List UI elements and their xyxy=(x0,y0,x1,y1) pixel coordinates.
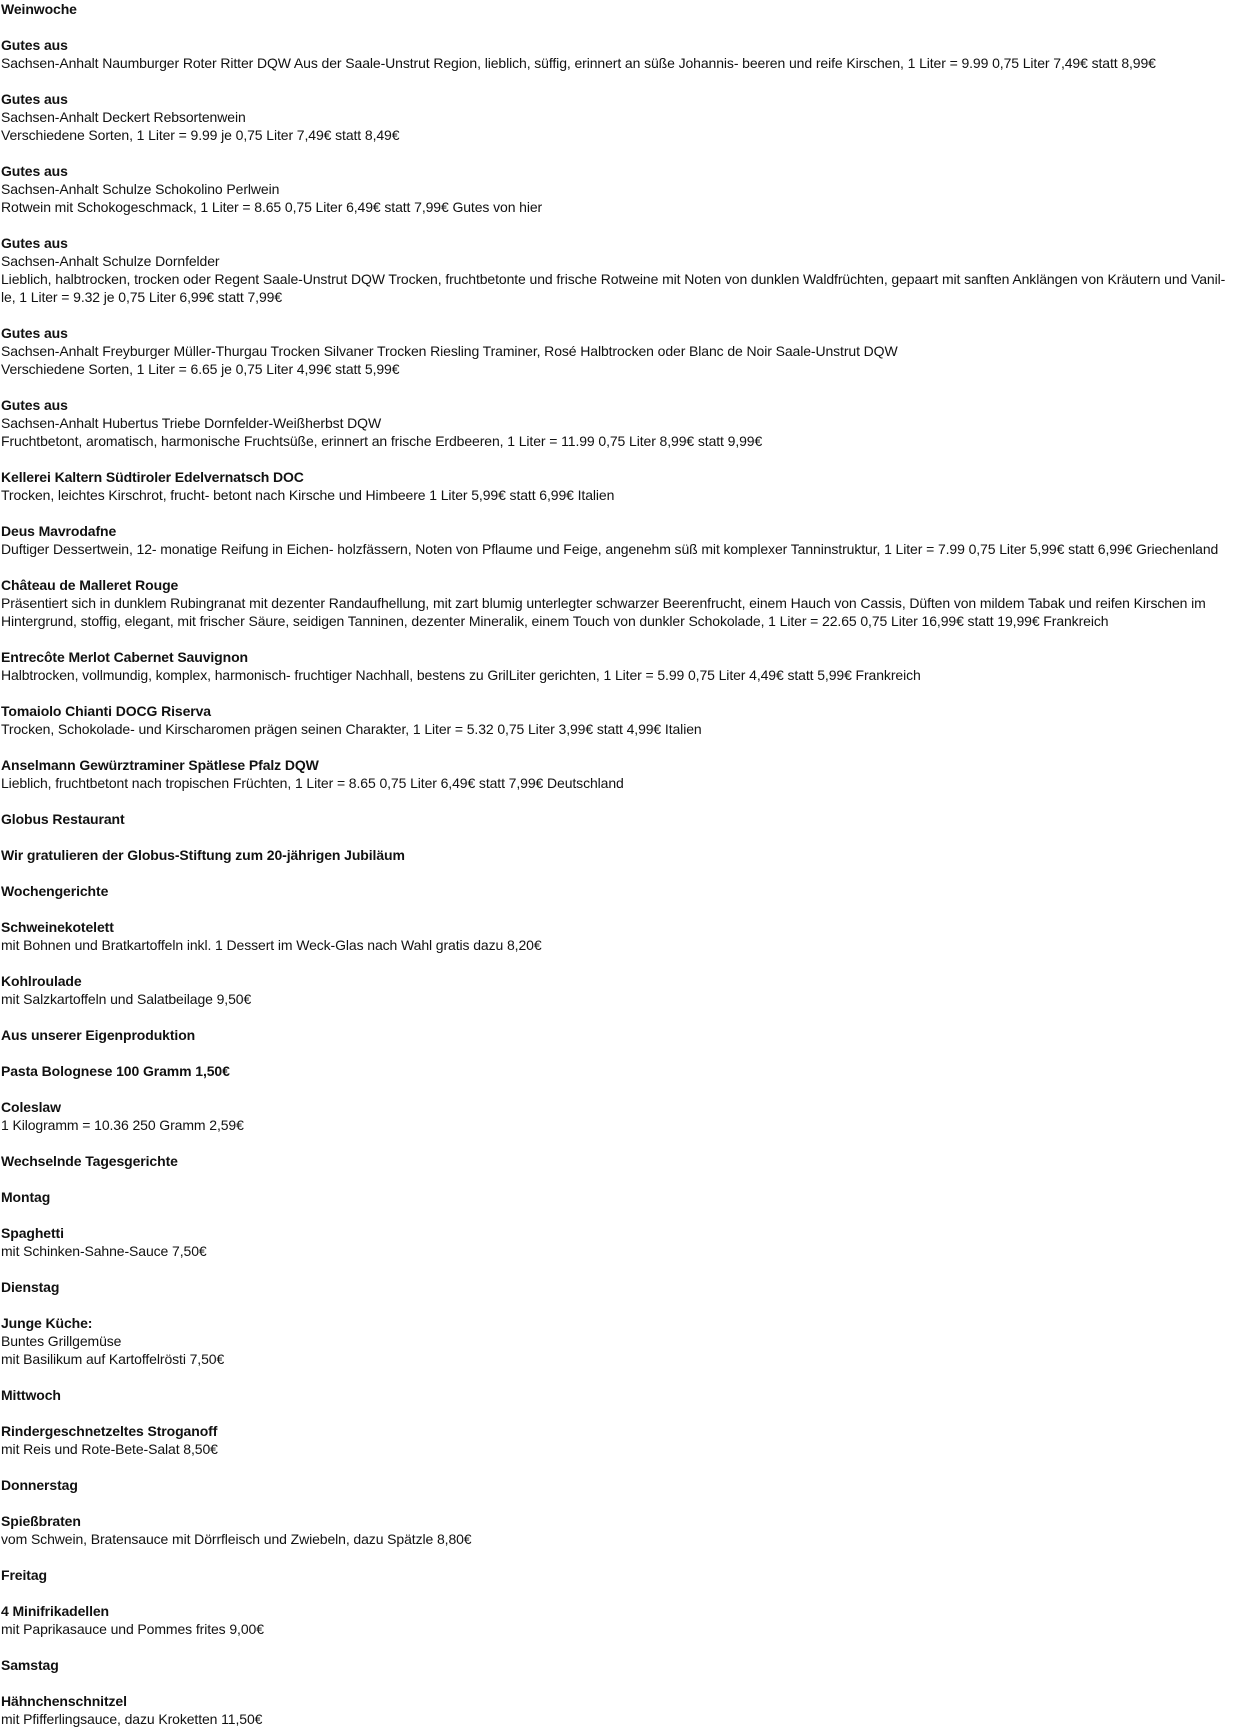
section-heading: Schweinekotelett xyxy=(1,919,114,935)
section-heading: Gutes aus xyxy=(1,397,68,413)
section-heading: Donnerstag xyxy=(1,1477,78,1493)
section-line: Lieblich, halbtrocken, trocken oder Regent Saale-Unstrut DQW Trocken, fruchtbetonte und frische Rotweine mit Noten von dunklen Waldfrüchten, gepaart mit sanften Anklängen von Kräutern und Vanil- xyxy=(1,271,1226,287)
section-gutes-aus xyxy=(1,90,1247,144)
section-deus-mavrodafne xyxy=(1,522,1247,558)
section-line: Sachsen-Anhalt Schulze Schokolino Perlwein xyxy=(1,181,280,197)
section-line: mit Paprikasauce und Pommes frites 9,00€ xyxy=(1,1621,264,1637)
section-rindergeschnetzeltes-stroganoff xyxy=(1,1422,1247,1458)
section-montag xyxy=(1,1188,1247,1206)
section-line: Sachsen-Anhalt Naumburger Roter Ritter DQW Aus der Saale-Unstrut Region, lieblich, süffig, erinnert an süße Johannis- beeren und reife Kirschen, 1 Liter = 9.99 0,75 Liter 7,49€ statt 8,99€ xyxy=(1,55,1156,71)
section-line: mit Reis und Rote-Bete-Salat 8,50€ xyxy=(1,1441,218,1457)
section-line: mit Salzkartoffeln und Salatbeilage 9,50€ xyxy=(1,991,252,1007)
section-line: Buntes Grillgemüse xyxy=(1,1333,122,1349)
section-globus-restaurant xyxy=(1,810,1247,828)
section-junge-kuche xyxy=(1,1314,1247,1368)
section-tomaiolo-chianti-docg-riserva xyxy=(1,702,1247,738)
section-pasta-bolognese-100-gramm-1-50 xyxy=(1,1062,1247,1080)
section-gutes-aus xyxy=(1,36,1247,72)
section-line: Präsentiert sich in dunklem Rubingranat mit dezenter Randaufhellung, mit zart blumig unterlegter schwarzer Beerenfrucht, einem Hauch von Cassis, Düften von mildem Tabak und reifen Kirschen im xyxy=(1,595,1206,611)
section-gutes-aus xyxy=(1,162,1247,216)
section-freitag xyxy=(1,1566,1247,1584)
section-line: Rotwein mit Schokogeschmack, 1 Liter = 8.65 0,75 Liter 6,49€ statt 7,99€ Gutes von hier xyxy=(1,199,543,215)
section-line: 1 Kilogramm = 10.36 250 Gramm 2,59€ xyxy=(1,1117,244,1133)
section-line: mit Pfifferlingsauce, dazu Kroketten 11,50€ xyxy=(1,1711,263,1727)
section-anselmann-gewurztraminer-spatlese-pfalz- xyxy=(1,756,1247,792)
section-gutes-aus xyxy=(1,324,1247,378)
section-heading: Samstag xyxy=(1,1657,59,1673)
section-heading: Gutes aus xyxy=(1,91,68,107)
section-heading: Montag xyxy=(1,1189,51,1205)
section-heading: Rindergeschnetzeltes Stroganoff xyxy=(1,1423,218,1439)
section-chateau-de-malleret-rouge xyxy=(1,576,1247,630)
section-line: vom Schwein, Bratensauce mit Dörrfleisch und Zwiebeln, dazu Spätzle 8,80€ xyxy=(1,1531,472,1547)
section-heading: Château de Malleret Rouge xyxy=(1,577,179,593)
section-heading: Hähnchenschnitzel xyxy=(1,1693,127,1709)
section-samstag xyxy=(1,1656,1247,1674)
section-line: Sachsen-Anhalt Hubertus Triebe Dornfelder-Weißherbst DQW xyxy=(1,415,382,431)
section-heading: Wir gratulieren der Globus-Stiftung zum 20-jährigen Jubiläum xyxy=(1,847,405,863)
section-gutes-aus xyxy=(1,396,1247,450)
section-wechselnde-tagesgerichte xyxy=(1,1152,1247,1170)
section-4-minifrikadellen xyxy=(1,1602,1247,1638)
section-heading: Entrecôte Merlot Cabernet Sauvignon xyxy=(1,649,248,665)
section-line: Sachsen-Anhalt Schulze Dornfelder xyxy=(1,253,220,269)
section-heading: 4 Minifrikadellen xyxy=(1,1603,109,1619)
section-heading: Junge Küche: xyxy=(1,1315,93,1331)
section-line: Sachsen-Anhalt Freyburger Müller-Thurgau Trocken Silvaner Trocken Riesling Traminer, Rosé Halbtrocken oder Blanc de Noir Saale-Unstrut DQW xyxy=(1,343,898,359)
section-heading: Gutes aus xyxy=(1,325,68,341)
section-spaghetti xyxy=(1,1224,1247,1260)
section-heading: Deus Mavrodafne xyxy=(1,523,117,539)
section-heading: Tomaiolo Chianti DOCG Riserva xyxy=(1,703,211,719)
section-coleslaw xyxy=(1,1098,1247,1134)
section-kohlroulade xyxy=(1,972,1247,1008)
section-line: Hintergrund, stoffig, elegant, mit frischer Säure, seidigen Tanninen, dezenter Mineralik, einem Touch von dunkler Schokolade, 1 Liter = 22.65 0,75 Liter 16,99€ statt 19,99€ Frankreich xyxy=(1,613,1109,629)
section-heading: Dienstag xyxy=(1,1279,60,1295)
section-heading: Coleslaw xyxy=(1,1099,61,1115)
section-heading: Kellerei Kaltern Südtiroler Edelvernatsch DOC xyxy=(1,469,304,485)
section-line: Trocken, leichtes Kirschrot, frucht- betont nach Kirsche und Himbeere 1 Liter 5,99€ statt 6,99€ Italien xyxy=(1,487,615,503)
section-heading: Gutes aus xyxy=(1,235,68,251)
section-heading: Aus unserer Eigenproduktion xyxy=(1,1027,196,1043)
section-line: Sachsen-Anhalt Deckert Rebsortenwein xyxy=(1,109,246,125)
section-heading: Globus Restaurant xyxy=(1,811,125,827)
section-line: Lieblich, fruchtbetont nach tropischen Früchten, 1 Liter = 8.65 0,75 Liter 6,49€ statt 7,99€ Deutschland xyxy=(1,775,624,791)
section-heading: Freitag xyxy=(1,1567,47,1583)
section-heading: Wochengerichte xyxy=(1,883,109,899)
section-line: Verschiedene Sorten, 1 Liter = 6.65 je 0,75 Liter 4,99€ statt 5,99€ xyxy=(1,361,400,377)
section-heading: Kohlroulade xyxy=(1,973,82,989)
section-line: Halbtrocken, vollmundig, komplex, harmonisch- fruchtiger Nachhall, bestens zu GrilLiter gerichten, 1 Liter = 5.99 0,75 Liter 4,49€ statt 5,99€ Frankreich xyxy=(1,667,921,683)
section-line: Verschiedene Sorten, 1 Liter = 9.99 je 0,75 Liter 7,49€ statt 8,49€ xyxy=(1,127,400,143)
section-heading: Spaghetti xyxy=(1,1225,64,1241)
section-line: mit Bohnen und Bratkartoffeln inkl. 1 Dessert im Weck-Glas nach Wahl gratis dazu 8,20€ xyxy=(1,937,542,953)
section-hahnchenschnitzel xyxy=(1,1692,1247,1728)
section-line: mit Basilikum auf Kartoffelrösti 7,50€ xyxy=(1,1351,225,1367)
section-line: Trocken, Schokolade- und Kirscharomen prägen seinen Charakter, 1 Liter = 5.32 0,75 Liter 3,99€ statt 4,99€ Italien xyxy=(1,721,702,737)
section-heading: Mittwoch xyxy=(1,1387,61,1403)
section-heading: Spießbraten xyxy=(1,1513,81,1529)
section-heading: Anselmann Gewürztraminer Spätlese Pfalz DQW xyxy=(1,757,319,773)
section-aus-unserer-eigenproduktion xyxy=(1,1026,1247,1044)
section-wir-gratulieren-der-globus-stiftung-zum- xyxy=(1,846,1247,864)
section-dienstag xyxy=(1,1278,1247,1296)
section-heading: Gutes aus xyxy=(1,163,68,179)
section-line: Fruchtbetont, aromatisch, harmonische Fruchtsüße, erinnert an frische Erdbeeren, 1 Liter = 11.99 0,75 Liter 8,99€ statt 9,99€ xyxy=(1,433,763,449)
section-line: mit Schinken-Sahne-Sauce 7,50€ xyxy=(1,1243,207,1259)
section-heading: Weinwoche xyxy=(1,1,77,17)
section-spiessbraten xyxy=(1,1512,1247,1548)
section-mittwoch xyxy=(1,1386,1247,1404)
section-heading: Gutes aus xyxy=(1,37,68,53)
section-heading: Pasta Bolognese 100 Gramm 1,50€ xyxy=(1,1063,230,1079)
section-heading: Wechselnde Tagesgerichte xyxy=(1,1153,178,1169)
section-weinwoche xyxy=(1,0,1247,18)
section-wochengerichte xyxy=(1,882,1247,900)
section-kellerei-kaltern-sudtiroler-edelvernatsc xyxy=(1,468,1247,504)
section-line: le, 1 Liter = 9.32 je 0,75 Liter 6,99€ statt 7,99€ xyxy=(1,289,283,305)
section-donnerstag xyxy=(1,1476,1247,1494)
section-gutes-aus xyxy=(1,234,1247,306)
section-entrecote-merlot-cabernet-sauvignon xyxy=(1,648,1247,684)
section-line: Duftiger Dessertwein, 12- monatige Reifung in Eichen- holzfässern, Noten von Pflaume und Feige, angenehm süß mit komplexer Tanninstruktur, 1 Liter = 7.99 0,75 Liter 5,99€ statt 6,99€ Griechenland xyxy=(1,541,1219,557)
section-schweinekotelett xyxy=(1,918,1247,954)
